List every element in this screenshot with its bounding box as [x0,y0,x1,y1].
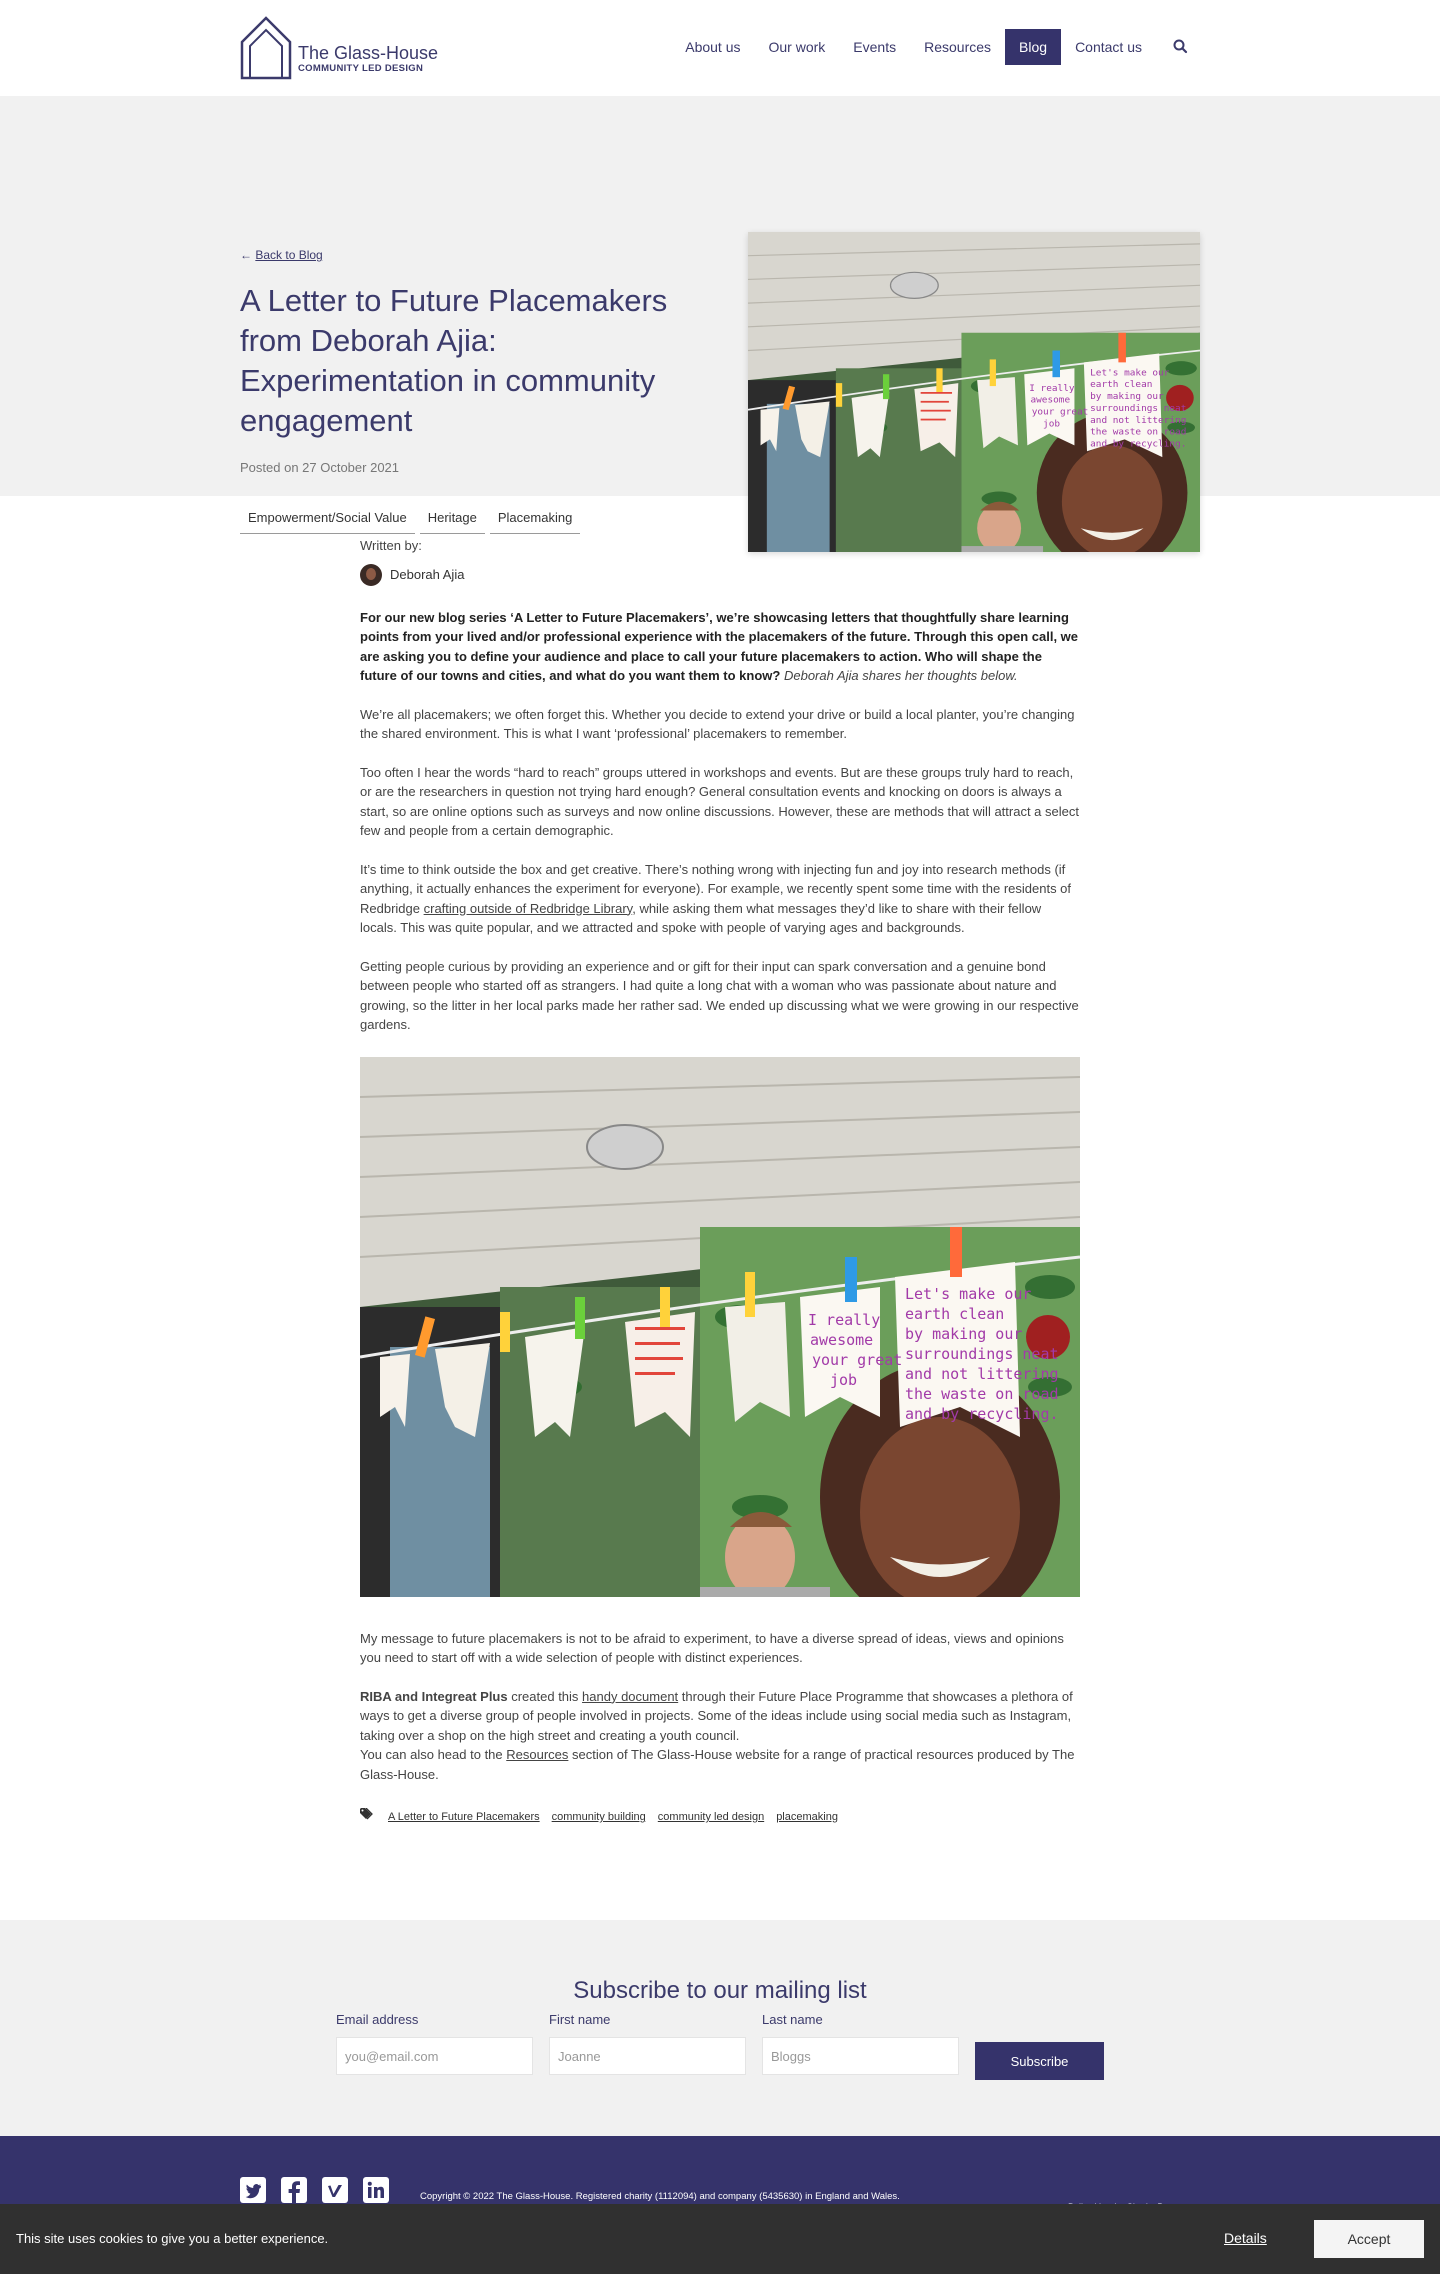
tag-placemaking[interactable]: placemaking [776,1811,838,1823]
tags-icon [360,1808,376,1828]
first-name-label: First name [549,2012,611,2027]
cookie-accept-button[interactable]: Accept [1314,2220,1424,2258]
paragraph-5: My message to future placemakers is not to be afraid to experiment, to have a diverse spread of ideas, views and opinions you need to start off with a wide selection of people with distinct experiences. [360,1630,1064,1665]
svg-text:your great: your great [1031,407,1089,418]
paragraph-6 [360,1687,1080,1785]
author-link[interactable] [360,564,1080,586]
nav-about-us[interactable]: About us [685,39,741,55]
house-logo-icon [240,16,292,80]
svg-text:job: job [1043,419,1061,430]
intro-italic-text: Deborah Ajia shares her thoughts below. [783,668,1018,683]
email-label: Email address [336,2012,419,2027]
site-header [0,0,1440,96]
paragraph-3 [360,860,1080,938]
svg-text:and by recycling.: and by recycling. [905,1404,1059,1423]
last-name-field-group [762,2012,959,2075]
subscribe-title: Subscribe to our mailing list [573,1977,867,2004]
nav-contact-us[interactable]: Contact us [1075,39,1142,55]
cookie-message: This site uses cookies to give you a better experience. [16,2231,329,2246]
article-body [360,536,1080,1828]
category-heritage[interactable]: Heritage [420,506,485,534]
category-placemaking[interactable]: Placemaking [490,506,580,534]
author-name: Deborah Ajia [390,566,465,582]
author-avatar [360,564,382,586]
subscribe-button[interactable]: Subscribe [975,2042,1104,2080]
svg-text:by making our: by making our [1090,392,1164,403]
article-image [360,1057,1080,1597]
site-logo[interactable] [240,16,438,80]
paragraph-2: Too often I hear the words “hard to reach” groups uttered in workshops and events. But are these groups truly hard to reach, or are the researchers in question not trying hard enough? General consultation events and knocking on doors is always a start, so are online options such as surveys and now online discussions. However, these are methods that will attract a select few and people from a certain demographic. [360,764,1079,838]
paragraph-3-text-a: It’s time to think outside the box and get creative. There’s nothing wrong with injecting fun and joy into research methods (if anything, it actually enhances the experiment for everyone). For example, we recently spent some time with the residents of Redbridge [360,861,1072,916]
nav-our-work[interactable]: Our work [768,39,826,55]
category-empowerment[interactable]: Empowerment/Social Value [240,506,415,534]
paragraph-4: Getting people curious by providing an experience and or gift for their input can spark conversation and a genuine bond between people who started off as strangers. I had quite a long chat with a woman who was passionate about nature and growing, so the litter in her local parks made her rather sad. We ended up discussing what we were growing in our respective gardens. [360,958,1079,1032]
svg-text:your great: your great [812,1350,903,1369]
resources-link[interactable]: Resources [506,1747,569,1762]
last-name-input[interactable] [762,2037,959,2075]
paragraph-7-text-b: section of The Glass-House website for a range of practical resources produced by The Glass-House. [360,1747,1075,1782]
riba-bold-text: RIBA and Integreat Plus [360,1688,508,1704]
vimeo-icon[interactable] [322,2177,348,2203]
email-input[interactable] [336,2037,533,2075]
svg-text:I really: I really [1029,384,1075,394]
svg-text:the waste on road: the waste on road [905,1384,1059,1403]
main-nav [671,29,1190,65]
category-list [240,506,580,534]
tag-list [360,1808,1080,1828]
svg-text:and by recycling.: and by recycling. [1090,439,1187,450]
svg-text:the waste on road: the waste on road [1090,427,1187,438]
written-by-label: Written by: [360,538,422,553]
paragraph-3-text-b: , while asking them what messages they’d like to share with their fellow locals. This was quite popular, and we attracted and spoke with people of varying ages and backgrounds. [360,900,1042,935]
first-name-field-group [549,2012,746,2075]
article-intro [360,608,1080,686]
back-to-blog-link[interactable] [240,248,323,262]
tag-community-led-design[interactable]: community led design [657,1811,765,1823]
svg-text:and not littering: and not littering [905,1364,1059,1383]
svg-text:earth clean: earth clean [1090,380,1153,391]
svg-text:Let's make our: Let's make our [905,1284,1032,1303]
cookie-banner [0,2204,1440,2274]
nav-blog[interactable]: Blog [1005,29,1061,65]
twitter-icon[interactable] [240,2177,266,2203]
logo-subtitle: COMMUNITY LED DESIGN [298,63,424,74]
redbridge-library-link[interactable]: crafting outside of Redbridge Library [423,900,633,916]
svg-text:surroundings neat: surroundings neat [1090,404,1187,414]
back-to-blog-label: Back to Blog [255,248,323,262]
paragraph-1: We’re all placemakers; we often forget this. Whether you decide to extend your drive or build a local planter, you’re changing the shared environment. This is what I want ‘professional’ placemakers to remember. [360,706,1075,741]
svg-text:Let's make our: Let's make our [1090,368,1170,379]
intro-bold-text: For our new blog series ‘A Letter to Future Placemakers’, we’re showcasing letters that thoughtfully share learning points from your lived and/or professional experience with the placemakers of the future. Through this open call, we are asking you to define your audience and place to call your future placemakers to action. Who will shape the future of our towns and cities, and what do you want them to know? [360,609,1079,683]
email-field-group [336,2012,533,2075]
social-links [240,2177,389,2203]
nav-events[interactable]: Events [853,39,897,55]
linkedin-icon[interactable] [363,2177,389,2203]
svg-text:job: job [830,1370,858,1389]
svg-text:awesome: awesome [1030,395,1071,406]
svg-text:and not littering: and not littering [1090,416,1187,426]
svg-text:surroundings neat: surroundings neat [905,1344,1059,1363]
post-hero [0,96,1440,525]
svg-text:by making our: by making our [905,1324,1023,1343]
svg-text:I really: I really [808,1310,881,1329]
post-date: Posted on 27 October 2021 [240,460,400,475]
tag-letter-to-future-placemakers[interactable]: A Letter to Future Placemakers [388,1811,540,1823]
logo-title: The Glass-House [298,43,439,63]
post-title: A Letter to Future Placemakers from Deborah Ajia: Experimentation in community engagement [240,283,668,438]
svg-text:awesome: awesome [810,1330,874,1349]
nav-resources[interactable]: Resources [924,39,992,55]
paragraph-7-text-a: You can also head to the [360,1747,507,1762]
paragraph-6-text-a: created this [507,1688,583,1704]
hero-image [748,232,1200,552]
paragraph-6-text-b: through their Future Place Programme that showcases a plethora of ways to get a diverse group of people involved in projects. Some of the ideas include using social media such as Instagram, taking over a shop on the high street and creating a youth council. [360,1688,1073,1743]
svg-text:earth clean: earth clean [905,1304,1005,1323]
tag-community-building[interactable]: community building [551,1811,646,1823]
last-name-label: Last name [762,2012,823,2027]
back-arrow-icon: ← [240,248,252,262]
first-name-input[interactable] [549,2037,746,2075]
search-icon[interactable] [1172,38,1190,56]
facebook-icon[interactable] [281,2177,307,2203]
copyright-text: Copyright © 2022 The Glass-House. Registered charity (1112094) and company (5435630) in England and Wales. [420,2191,900,2202]
cookie-details-link[interactable]: Details [1224,2230,1267,2246]
handy-document-link[interactable]: handy document [582,1688,679,1704]
mailing-list-section [0,1920,1440,2136]
